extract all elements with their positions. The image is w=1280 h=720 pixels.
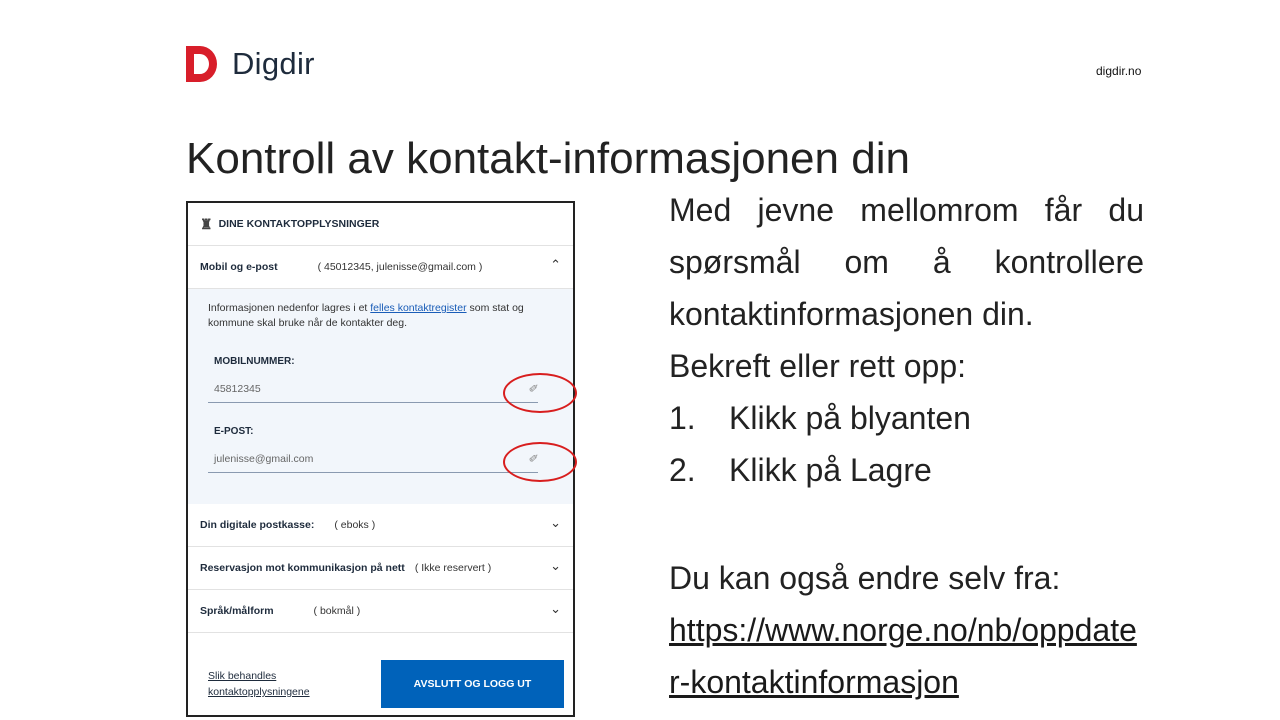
step-item (669, 392, 1144, 444)
pencil-highlight-ring (503, 442, 577, 482)
contact-panel-title: DINE KONTAKTOPPLYSNINGER (218, 218, 380, 230)
norge-update-link[interactable]: https://www.norge.no/nb/oppdater-kontaktinformasjon (669, 612, 1137, 700)
accordion-value: ( 45012345, julenisse@gmail.com ) (317, 261, 483, 273)
intro-line: Med jevne mellomrom får du (669, 192, 1144, 228)
chevron-down-icon[interactable]: ⌄ (550, 558, 561, 573)
pencil-highlight-ring (503, 373, 577, 413)
self-edit-text: Du kan også endre selv fra: (669, 560, 1061, 596)
instructions (669, 184, 1144, 708)
chevron-down-icon[interactable]: ⌄ (550, 601, 561, 616)
accordion-label: Din digitale postkasse: (200, 519, 315, 531)
chevron-up-icon[interactable]: ⌃ (550, 257, 561, 272)
accordion-language[interactable] (188, 590, 573, 633)
edit-mobile-pencil-icon[interactable]: ✏ (525, 379, 543, 397)
accordion-value: ( eboks ) (334, 519, 376, 531)
steps-list (669, 392, 1144, 496)
privacy-info-link[interactable]: Slik behandles kontaktopplysningene (208, 670, 310, 698)
email-label: E-POST: (214, 426, 254, 437)
step-item (669, 444, 1144, 496)
accordion-label: Mobil og e-post (200, 261, 278, 273)
site-url: digdir.no (1096, 64, 1142, 78)
info-text-part: Informasjonen nedenfor lagres i et (208, 302, 371, 314)
step-text: Klikk på blyanten (729, 400, 971, 436)
confirm-text: Bekreft eller rett opp: (669, 348, 967, 384)
digdir-logo-icon (186, 46, 220, 82)
mobile-value[interactable]: 45812345 (214, 383, 261, 395)
contact-panel-footer (188, 658, 573, 715)
accordion-reservation[interactable] (188, 547, 573, 590)
mobile-label: MOBILNUMMER: (214, 356, 295, 367)
brand-name: Digdir (232, 46, 315, 81)
accordion-digital-mailbox[interactable] (188, 504, 573, 547)
edit-email-pencil-icon[interactable]: ✏ (525, 449, 543, 467)
slide-title: Kontroll av kontakt-informasjonen din (186, 134, 910, 183)
email-value[interactable]: julenisse@gmail.com (214, 453, 314, 465)
mobile-underline (208, 402, 538, 403)
chevron-down-icon[interactable]: ⌄ (550, 515, 561, 530)
step-number: 2. (669, 452, 696, 488)
register-info-text (208, 301, 553, 331)
accordion-mobile-email[interactable] (188, 246, 573, 289)
accordion-value: ( bokmål ) (313, 605, 361, 617)
step-number: 1. (669, 400, 696, 436)
accordion-label: Språk/målform (200, 605, 274, 617)
accordion-value: ( Ikke reservert ) (414, 562, 492, 574)
info-text-part: som stat og kommune skal bruke når de kontakter deg. (208, 302, 524, 329)
intro-line: spørsmål om å kontrollere (669, 244, 1144, 280)
email-underline (208, 472, 538, 473)
register-link[interactable]: felles kontaktregister (370, 302, 467, 314)
logout-button[interactable]: AVSLUTT OG LOGG UT (381, 660, 564, 708)
intro-line: kontaktinformasjonen din. (669, 296, 1034, 332)
spacer (669, 496, 1144, 552)
step-text: Klikk på Lagre (729, 452, 932, 488)
contact-book-icon: ♜ (200, 215, 213, 232)
contact-panel-header (188, 203, 573, 246)
accordion-label: Reservasjon mot kommunikasjon på nett (200, 562, 405, 574)
digdir-logo (186, 46, 315, 82)
